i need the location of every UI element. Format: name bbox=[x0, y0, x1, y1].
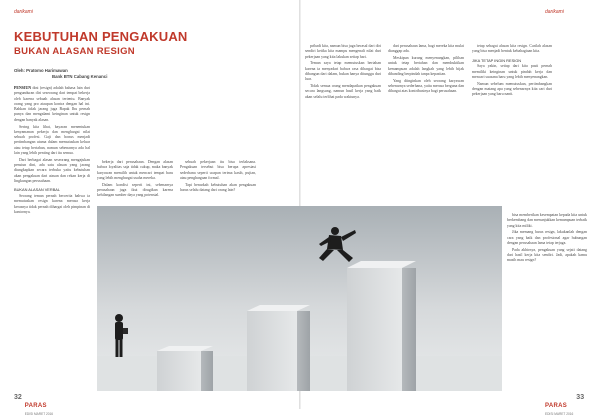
section-subhead: JIKA TETAP INGIN RESIGN bbox=[472, 57, 522, 63]
byline bbox=[14, 68, 107, 79]
body-column-1 bbox=[14, 86, 90, 391]
body-column-7 bbox=[507, 213, 587, 393]
body-paragraph: Pada akhirnya, pengakuan yang sejati datang dari hasil kerja kita sendiri. Jadi, apakah kamu masih mau resign? bbox=[507, 247, 587, 263]
hero-illustration bbox=[97, 206, 502, 391]
body-paragraph: Sering kita lihat, bayaran menentukan kenyamanan pekerja dan menghargai nilai sebuah profesi. Gaji dan bonus menjadi pertimbangan utama dalam memutuskan keluar atau tetap bertahan, namun sebenarnya ada hal lain yang lebih penting dari itu semua. bbox=[14, 124, 90, 156]
body-paragraph: Teman saya tetap memutuskan bertahan karena ia menyadari bahwa rasa dihargai bisa dibangun dari dalam, bukan hanya ditunggu dari luar. bbox=[305, 61, 381, 82]
lead-word: PENSIUN bbox=[14, 86, 33, 90]
section-subhead: BUKAN ALASAN VERBAL bbox=[14, 187, 61, 193]
section-tag-right: darikami bbox=[545, 9, 564, 15]
businessman-jumping-pillars-image bbox=[97, 206, 502, 391]
body-column-5 bbox=[388, 44, 464, 204]
magazine-name-left: PARAS bbox=[24, 403, 47, 409]
body-paragraph: tetap sebagai alasan kita resign. Carilah alasan yang bisa menjadi bentuk kebahagiaan kita. bbox=[472, 44, 552, 54]
body-column-4 bbox=[305, 44, 381, 204]
footer-right bbox=[545, 394, 584, 416]
body-paragraph: bekerja dari perusahaan. Dengan alasan bahwa loyalitas saja tidak cukup, maka banyak karyawan memilih untuk mencari tempat baru yang lebih menghargai usaha mereka. bbox=[97, 160, 173, 180]
author-name: Oleh: Pratomo Harimawan bbox=[14, 68, 68, 73]
body-paragraph: Dari berbagai alasan seseorang mengajukan pensiun dini, ada satu alasan yang jarang diungkapkan secara terbuka yaitu kebutuhan akan pengakuan dari atasan dan rekan kerja di lingkungan perusahaan. bbox=[14, 157, 90, 184]
article-subtitle: BUKAN ALASAN RESIGN bbox=[14, 46, 135, 57]
magazine-name-right: PARAS bbox=[545, 403, 568, 409]
page-number-right: 33 bbox=[576, 394, 585, 401]
body-column-3 bbox=[180, 160, 256, 204]
body-paragraph: Namun sebelum memutuskan, pertimbangkan dengan matang apa yang sebenarnya kita cari dari pekerjaan yang baru nanti. bbox=[472, 81, 552, 97]
body-paragraph: bisa memberikan kesempatan kepada kita untuk berkembang dan menunjukkan kemampuan terbaik yang kita miliki. bbox=[507, 213, 587, 228]
body-paragraph: Yang diinginkan oleh seorang karyawan sebenarnya sederhana, yaitu merasa berguna dan dihargai atas kontribusinya bagi perusahaan. bbox=[388, 78, 464, 94]
body-paragraph: dari perusahaan lama, bagi mereka kita mulai dianggap ada. bbox=[388, 44, 464, 54]
body-paragraph: sebuah pekerjaan itu bisa terlaksana. Pengakuan tersebut bisa berupa apresiasi sederhana seperti ucapan terima kasih, pujian, atau penghargaan formal. bbox=[180, 160, 256, 180]
edition-right: EDISI MARET 2016 bbox=[545, 412, 574, 416]
lead-paragraph bbox=[14, 86, 90, 123]
body-paragraph: Saya yakin, setiap dari kita pasti pernah memiliki keinginan untuk pindah kerja dan mencari suasana baru yang lebih menyenangkan. bbox=[472, 64, 552, 79]
pillar-short bbox=[157, 346, 213, 391]
article-title: KEBUTUHAN PENGAKUAN bbox=[14, 29, 188, 44]
body-paragraph: Jika memang harus resign, lakukanlah dengan cara yang baik dan profesional agar hubungan dengan perusahaan lama tetap terjaga. bbox=[507, 230, 587, 245]
edition-left: EDISI MARET 2016 bbox=[24, 412, 54, 416]
page-number-left: 32 bbox=[14, 394, 22, 401]
body-paragraph: Meskipun kurang menyenangkan, pilihan untuk tetap bertahan dan membuktikan kemampuan adalah langkah yang lebih bijak dibanding berpindah tanpa kepastian. bbox=[388, 56, 464, 76]
body-paragraph: Tapi benarkah kebutuhan akan pengakuan harus selalu datang dari orang lain? bbox=[180, 182, 256, 192]
body-paragraph: pribadi kita, namun bisa juga berasal dari diri sendiri ketika kita mampu mengenali nilai dari pekerjaan yang kita lakukan setiap hari. bbox=[305, 44, 381, 59]
pillar-tall bbox=[347, 261, 416, 391]
body-paragraph: Seorang teman pernah bercerita bahwa ia memutuskan resign karena merasa kerja kerasnya tidak pernah dihargai oleh pimpinan di kantornya. bbox=[14, 194, 90, 215]
pillar-medium bbox=[247, 305, 310, 391]
footer-left bbox=[14, 394, 53, 416]
body-paragraph: Dalam kondisi seperti ini, sebenarnya perusahaan juga ikut dirugikan karena kehilangan sumber daya yang potensial. bbox=[97, 182, 173, 198]
body-column-6 bbox=[472, 44, 552, 204]
section-tag-left: darikami bbox=[14, 9, 33, 15]
body-column-2 bbox=[97, 160, 173, 204]
body-paragraph: Tidak semua orang mendapatkan pengakuan secara langsung, namun hasil kerja yang baik akan selalu terlihat pada waktunya. bbox=[305, 84, 381, 99]
lead-text: dini (resign) adalah bahasa lain dari pengunduran diri seseorang dari tempat bekerja oleh karena sebuah alasan tertentu. Banyak orang yang pro ataupun kontra dengan hal ini. Bahkan tidak jarang juga Bapak Ibu pernah punya dan mengalami keinginan untuk resign dengan banyak alasan. bbox=[14, 86, 90, 122]
author-role: Bank BTN Cabang Kenanci bbox=[52, 73, 108, 79]
